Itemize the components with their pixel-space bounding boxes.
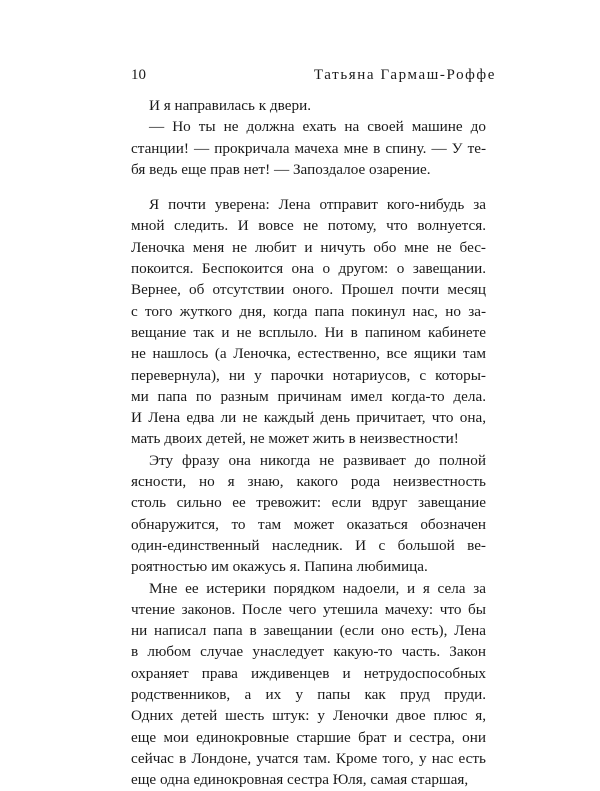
- text-line: еще мои единокровные старшие брат и сестра, они: [131, 728, 486, 746]
- text-line: охраняет права иждивенцев и нетрудоспособных: [131, 664, 486, 682]
- text-line: ни написал папа в завещании (если оно есть), Лена: [131, 622, 486, 640]
- text-line: мной следить. И вовсе не потому, что волнуется.: [131, 217, 486, 235]
- text-line: с того жуткого дня, когда папа покинул нас, но за-: [131, 302, 486, 320]
- text-line: Эту фразу она никогда не развивает до полной: [149, 451, 486, 469]
- text-line: И Лена едва ли не каждый день причитает, что она,: [131, 409, 486, 427]
- text-line: Одних детей шесть штук: у Леночки двое плюс я,: [131, 707, 486, 725]
- text-line: ми папа по разным причинам имел когда-то дела.: [131, 387, 486, 405]
- text-line: Вернее, об отсутствии оного. Прошел почти месяц: [131, 281, 486, 299]
- text-line: бя ведь еще прав нет! — Запоздалое озарение.: [131, 160, 431, 178]
- paragraph: [131, 116, 486, 180]
- paragraph: [131, 578, 486, 791]
- text-line: мать двоих детей, не может жить в неизвестности!: [131, 430, 459, 448]
- text-line: И я направилась к двери.: [149, 97, 312, 114]
- text-line: чтение законов. После чего утешила мачеху: что бы: [131, 600, 486, 618]
- text-line: ясности, но я знаю, какого рода неизвестность: [131, 473, 486, 491]
- text-line: покоится. Беспокоится она о другом: о завещании.: [131, 260, 486, 278]
- page-number: 10: [131, 67, 146, 83]
- text-line: в любом случае унаследует какую-то часть. Закон: [131, 643, 486, 661]
- text-line: Леночка меня не любит и ничуть обо мне не бес-: [131, 238, 486, 256]
- text-line: перевернула), ни у парочки нотариусов, с которы-: [131, 366, 486, 384]
- text-line: станции! — прокричала мачеха мне в спину. — У те-: [131, 139, 486, 157]
- text-line: — Но ты не должна ехать на своей машине до: [149, 118, 486, 136]
- text-line: один-единственный наследник. И с большой ве-: [131, 536, 486, 554]
- text-line: Я почти уверена: Лена отправит кого-нибудь за: [149, 196, 486, 214]
- text-line: обнаружится, то там может оказаться обозначен: [131, 515, 486, 533]
- text-line: Мне ее истерики порядком надоели, и я села за: [149, 579, 486, 597]
- text-line: еще одна единокровная сестра Юля, самая старшая,: [131, 771, 469, 789]
- text-line: родственников, а их у папы как пруд пруди.: [131, 686, 486, 704]
- text-line: столь сильно ее тревожит: если вдруг завещание: [131, 494, 486, 512]
- section-gap: [131, 180, 486, 194]
- text-line: вещание так и не всплыло. Ни в папином кабинете: [131, 323, 486, 341]
- text-line: роятностью им окажусь я. Папина любимица.: [131, 558, 428, 576]
- paragraph: [131, 95, 486, 116]
- paragraph: [131, 450, 486, 578]
- book-page-text: [131, 95, 486, 791]
- text-line: сейчас в Лондоне, учатся там. Кроме того, у нас есть: [131, 749, 486, 767]
- text-line: не нашлось (а Леночка, естественно, все ящики там: [131, 345, 486, 363]
- running-head: Татьяна Гармаш-Роффе: [313, 67, 496, 83]
- paragraph: [131, 194, 486, 450]
